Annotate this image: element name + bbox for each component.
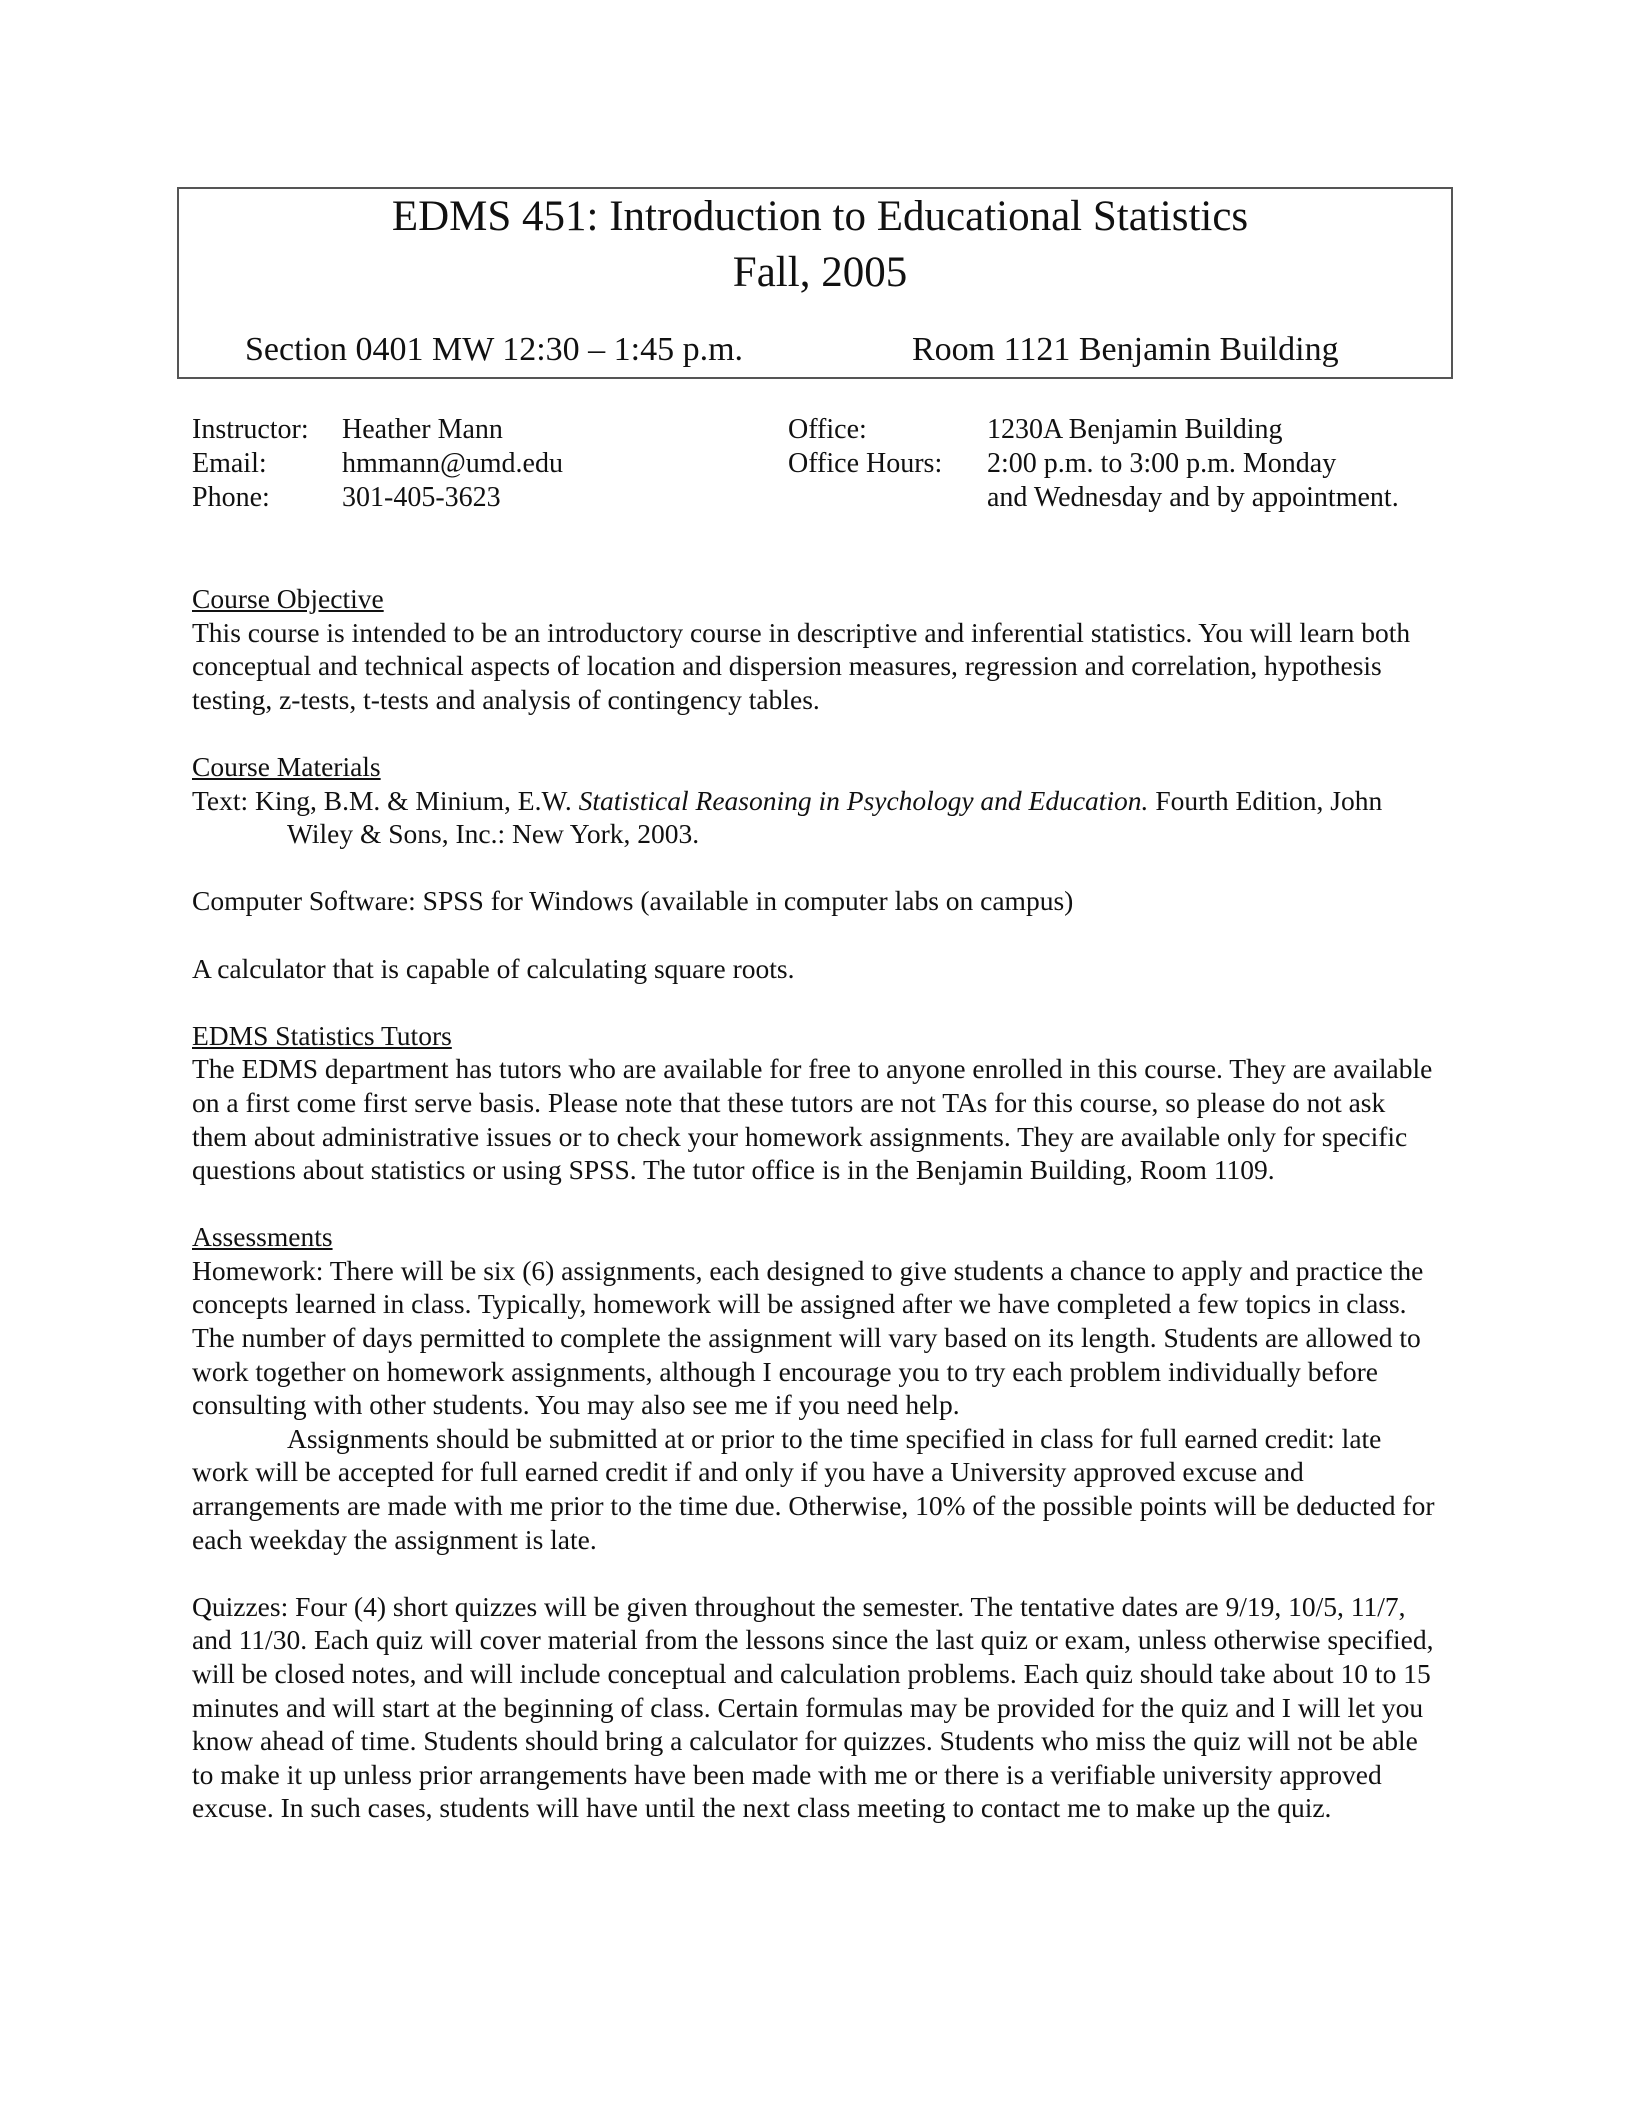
phone-label: Phone: bbox=[192, 482, 270, 513]
tutors-heading: EDMS Statistics Tutors bbox=[192, 1019, 452, 1051]
office-label: Office: bbox=[788, 414, 867, 445]
office-hours-label: Office Hours: bbox=[788, 448, 943, 479]
course-term: Fall, 2005 bbox=[732, 249, 908, 296]
homework-text: Homework: There will be six (6) assignments, each designed to give students a chance to apply and practice the concepts learned in class. Typically, homework will be assigned after we have completed a few topics in class. The number of days permitted to complete the assignment will vary based on its length. Students are allowed to work together on homework assignments, although I encourage you to try each problem individually before consulting with other students. You may also see me if you need help. bbox=[192, 1254, 1424, 1421]
room-info: Room 1121 Benjamin Building bbox=[912, 331, 1339, 368]
instructor-name: Heather Mann bbox=[342, 414, 503, 445]
contact-labels-left bbox=[192, 413, 309, 515]
late-policy-text: Assignments should be submitted at or prior to the time specified in class for full earned credit: late work will be accepted for full earned credit if and only if you have a University approved excuse and arrangements are made with me prior to the time due. Otherwise, 10% of the possible points will be deducted for each weekday the assignment is late. bbox=[192, 1422, 1435, 1555]
textbook-citation bbox=[192, 784, 1442, 851]
quizzes-text: Quizzes: Four (4) short quizzes will be given throughout the semester. The tentative dates are 9/19, 10/5, 11/7, and 11/30. Each quiz will cover material from the lessons since the last quiz or exam, unless otherwise specified, will be closed notes, and will include conceptual and calculation problems. Each quiz should take about 10 to 15 minutes and will start at the beginning of class. Certain formulas may be provided for the quiz and I will let you know ahead of time. Students should bring a calculator for quizzes. Students who miss the quiz will not be able to make it up unless prior arrangements have been made with me or there is a verifiable university approved excuse. In such cases, students will have until the next class meeting to contact me to make up the quiz. bbox=[192, 1590, 1434, 1824]
assessments-heading: Assessments bbox=[192, 1221, 333, 1253]
instructor-phone: 301-405-3623 bbox=[342, 482, 501, 513]
office-hours-line1: 2:00 p.m. to 3:00 p.m. Monday bbox=[987, 448, 1337, 479]
instructor-label: Instructor: bbox=[192, 414, 309, 445]
textbook-suffix: Fourth Edition, John Wiley & Sons, Inc.: New York, 2003. bbox=[287, 784, 1383, 850]
textbook-prefix: Text: King, B.M. & Minium, E.W. bbox=[192, 784, 579, 816]
office-location: 1230A Benjamin Building bbox=[987, 414, 1283, 445]
course-objective-heading: Course Objective bbox=[192, 583, 384, 614]
course-objective-text: This course is intended to be an introductory course in descriptive and inferential statistics. You will learn both conceptual and technical aspects of location and dispersion measures, regression and correlation, hypothesis testing, z-tests, t-tests and analysis of contingency tables. bbox=[192, 616, 1411, 715]
email-label: Email: bbox=[192, 448, 267, 479]
contact-values-left bbox=[342, 413, 563, 515]
textbook-title: Statistical Reasoning in Psychology and Education. bbox=[578, 784, 1149, 816]
course-title: EDMS 451: Introduction to Educational Statistics bbox=[391, 193, 1249, 240]
syllabus-body bbox=[192, 582, 1442, 1825]
course-materials-heading: Course Materials bbox=[192, 750, 381, 782]
tutors-text: The EDMS department has tutors who are available for free to anyone enrolled in this course. They are available on a first come first serve basis. Please note that these tutors are not TAs for this course, so please do not ask them about administrative issues or to check your homework assignments. They are available only for specific questions about statistics or using SPSS. The tutor office is in the Benjamin Building, Room 1109. bbox=[192, 1053, 1433, 1186]
instructor-email: hmmann@umd.edu bbox=[342, 448, 563, 479]
computer-software: Computer Software: SPSS for Windows (available in computer labs on campus) bbox=[192, 885, 1074, 917]
section-info: Section 0401 MW 12:30 – 1:45 p.m. bbox=[245, 331, 744, 368]
contact-labels-right bbox=[788, 413, 942, 481]
contact-values-right bbox=[987, 413, 1399, 515]
office-hours-line2: and Wednesday and by appointment. bbox=[987, 482, 1399, 513]
calculator-requirement: A calculator that is capable of calculating square roots. bbox=[192, 952, 795, 984]
